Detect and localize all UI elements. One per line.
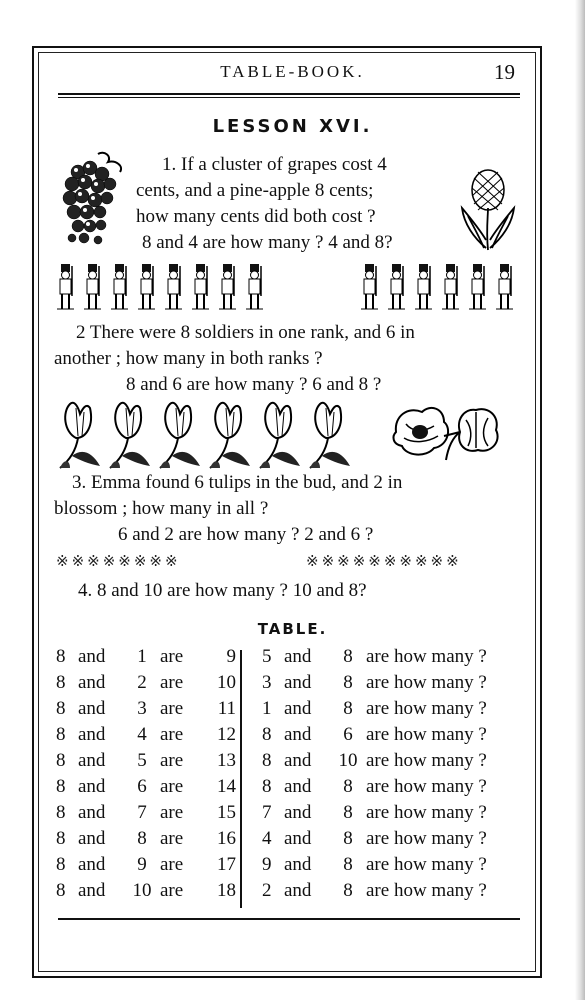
table-row: 8 and 7 are 15 [56,802,236,823]
soldier-icon [410,262,437,312]
table-row: 3 and 8 are how many ? [262,672,487,693]
table-row: 8 and 2 are 10 [56,672,236,693]
tulip-bud-icon [306,398,356,474]
soldier-icon [160,262,187,312]
tulip-bud-icon [256,398,306,474]
table-row: 8 and 9 are 17 [56,854,236,875]
tulip-bud-icon [56,398,106,474]
table-row: 8 and 8 are 16 [56,828,236,849]
table-row: 8 and 6 are how many ? [262,724,487,745]
problem1-line4: 8 and 4 are how many ? 4 and 8? [142,232,393,253]
addition-table-right [262,646,487,906]
page-number: 19 [494,60,515,84]
table-row: 8 and 10 are how many ? [262,750,487,771]
star-row-eight: ※※※※※※※※ [56,554,181,570]
problem1-line3: how many cents did both cost ? [136,206,376,227]
header-rule [58,93,520,95]
tulip-blossoms [390,402,510,464]
tulip-bud-icon [156,398,206,474]
table-row: 2 and 8 are how many ? [262,880,487,901]
tulip-bud-icon [106,398,156,474]
lesson-title: LESSON XVI. [212,116,373,137]
table-row: 7 and 8 are how many ? [262,802,487,823]
soldier-icon [79,262,106,312]
table-row: 8 and 10 are 18 [56,880,236,901]
table-row: 9 and 8 are how many ? [262,854,487,875]
grapes-illustration [58,150,130,250]
soldier-icon [464,262,491,312]
soldier-icon [133,262,160,312]
pineapple-illustration [456,168,520,252]
soldier-icon [106,262,133,312]
table-row: 8 and 3 are 11 [56,698,236,719]
table-title: TABLE. [257,620,328,638]
problem3-line1: 3. Emma found 6 tulips in the bud, and 2 in [72,472,403,493]
table-row: 8 and 8 are how many ? [262,776,487,797]
table-divider [240,650,242,908]
table-row: 8 and 1 are 9 [56,646,236,667]
problem1-line2: cents, and a pine-apple 8 cents; [136,180,374,201]
soldier-icon [356,262,383,312]
tulip-buds [56,398,356,474]
soldier-icon [241,262,268,312]
soldier-icon [491,262,518,312]
addition-table-left [56,646,236,906]
tulip-bud-icon [206,398,256,474]
soldiers-rank-eight [52,262,268,312]
problem3-line2: blossom ; how many in all ? [54,498,269,519]
running-title: TABLE-BOOK. [220,62,365,81]
soldier-icon [437,262,464,312]
soldier-icon [214,262,241,312]
soldier-icon [383,262,410,312]
soldiers-rank-six [356,262,518,312]
problem2-line2: another ; how many in both ranks ? [54,348,323,369]
header-rule-thin [58,97,520,98]
star-row-ten: ※※※※※※※※※※ [306,554,462,570]
table-row: 1 and 8 are how many ? [262,698,487,719]
problem4-line: 4. 8 and 10 are how many ? 10 and 8? [78,580,367,601]
page-edge [575,0,585,1000]
footer-rule [58,918,520,920]
problem3-line3: 6 and 2 are how many ? 2 and 6 ? [118,524,374,545]
problem1-line1: 1. If a cluster of grapes cost 4 [162,154,387,175]
table-row: 5 and 8 are how many ? [262,646,487,667]
table-row: 8 and 4 are 12 [56,724,236,745]
table-row: 8 and 6 are 14 [56,776,236,797]
problem2-line3: 8 and 6 are how many ? 6 and 8 ? [126,374,382,395]
soldier-icon [52,262,79,312]
soldier-icon [187,262,214,312]
problem2-line1: 2 There were 8 soldiers in one rank, and 6 in [76,322,415,343]
table-row: 8 and 5 are 13 [56,750,236,771]
table-row: 4 and 8 are how many ? [262,828,487,849]
